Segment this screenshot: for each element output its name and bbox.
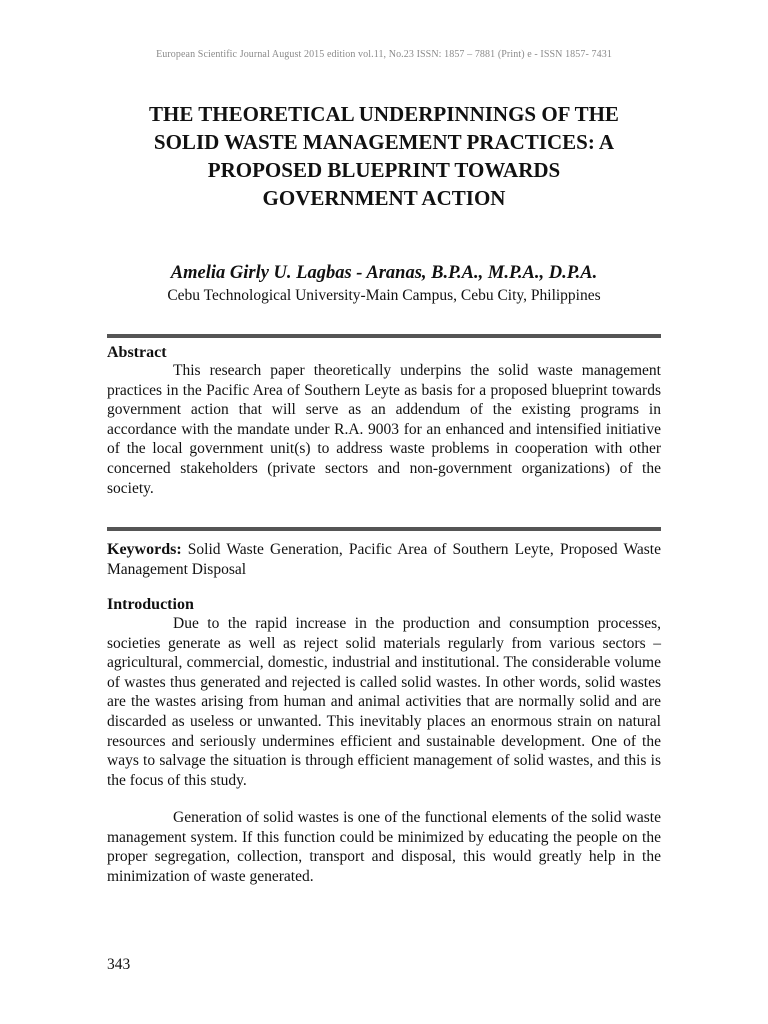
title-line: GOVERNMENT ACTION [262, 186, 506, 210]
introduction-paragraph: Generation of solid wastes is one of the functional elements of the solid waste management system. If this function could be minimized by educating the people on the proper segregation, collection, transport and disposal, this would greatly help in the minimization of waste generated. [107, 809, 661, 885]
abstract-top-divider [107, 334, 661, 338]
paper-title [90, 100, 678, 212]
running-header: European Scientific Journal August 2015 edition vol.11, No.23 ISSN: 1857 – 7881 (Print) e - ISSN 1857- 7431 [156, 49, 612, 60]
abstract-heading: Abstract [107, 344, 167, 361]
title-line: THE THEORETICAL UNDERPINNINGS OF THE [149, 102, 619, 126]
keywords-text: Solid Waste Generation, Pacific Area of Southern Leyte, Proposed Waste Management Disposal [107, 541, 661, 578]
keywords [107, 540, 661, 579]
keywords-label: Keywords: [107, 541, 182, 558]
abstract-bottom-divider [107, 527, 661, 531]
title-line: PROPOSED BLUEPRINT TOWARDS [207, 158, 561, 182]
page-number: 343 [107, 956, 131, 973]
introduction-heading: Introduction [107, 596, 194, 613]
author-name: Amelia Girly U. Lagbas - Aranas, B.P.A., M.P.A., D.P.A. [170, 263, 598, 283]
abstract-text: This research paper theoretically underpins the solid waste management practices in the Pacific Area of Southern Leyte as basis for a proposed blueprint towards government action that will serve as an addendum of the existing programs in accordance with the mandate under R.A. 9003 for an enhanced and intensified initiative of the local government unit(s) to address waste problems in cooperation with other concerned stakeholders (private sectors and non-government organizations) of the society. [107, 362, 661, 497]
author-affiliation: Cebu Technological University-Main Campus, Cebu City, Philippines [167, 287, 601, 304]
title-line: SOLID WASTE MANAGEMENT PRACTICES: A [153, 130, 615, 154]
introduction-paragraph: Due to the rapid increase in the production and consumption processes, societies generate as well as reject solid materials regularly from various sectors – agricultural, commercial, domestic, industrial and institutional. The considerable volume of wastes thus generated and rejected is called solid wastes. In other words, solid wastes are the wastes arising from human and animal activities that are normally solid and are discarded as useless or unwanted. This inevitably places an enormous strain on natural resources and seriously undermines efficient and sustainable development. One of the ways to salvage the situation is through efficient management of solid wastes, and this is the focus of this study. [107, 615, 661, 789]
